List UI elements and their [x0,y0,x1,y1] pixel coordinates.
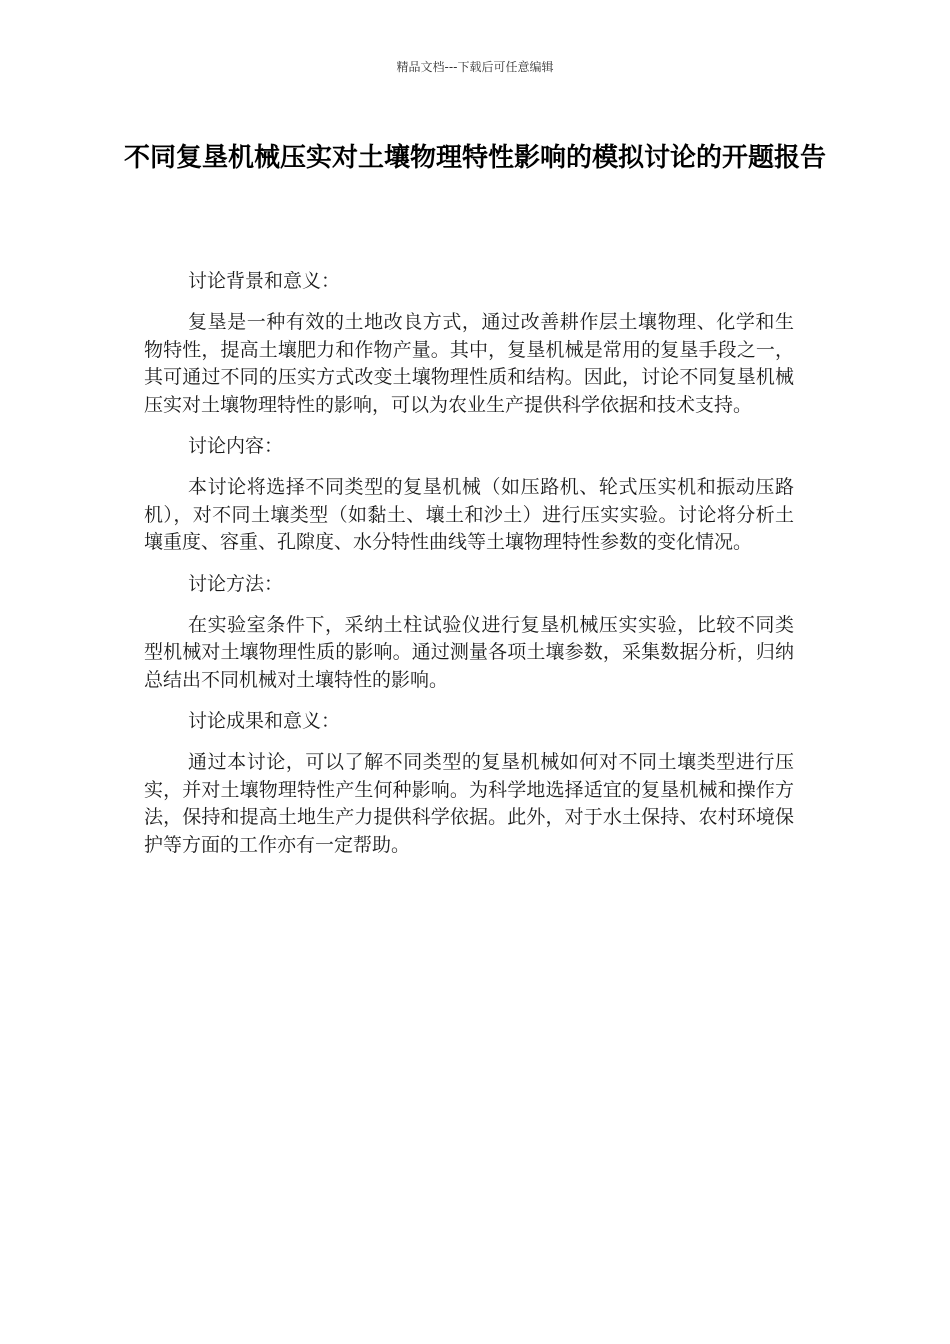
section-heading-results: 讨论成果和意义： [188,710,341,732]
document-title: 不同复垦机械压实对土壤物理特性影响的模拟讨论的开题报告 [123,143,826,173]
paragraph-background: 复垦是一种有效的土地改良方式，通过改善耕作层土壤物理、化学和生物特性，提高土壤肥力和作物产量。其中，复垦机械是常用的复垦手段之一，其可通过不同的压实方式改变土壤物理性质和结构。因此，讨论不同复垦机械压实对土壤物理特性的影响，可以为农业生产提供科学依据和技术支持。 [144,311,794,416]
section-content [144,433,794,557]
paragraph-content: 本讨论将选择不同类型的复垦机械（如压路机、轮式压实机和振动压路机），对不同土壤类型（如黏土、壤土和沙土）进行压实实验。讨论将分析土壤重度、容重、孔隙度、水分特性曲线等土壤物理特性参数的变化情况。 [144,476,794,553]
header-note: 精品文档---下载后可任意编辑 [396,60,554,74]
section-heading-method: 讨论方法： [188,572,284,595]
section-heading-content: 讨论内容： [188,435,284,457]
paragraph-method: 在实验室条件下，采纳土柱试验仪进行复垦机械压实实验，比较不同类型机械对土壤物理性质的影响。通过测量各项土壤参数，采集数据分析，归纳总结出不同机械对土壤特性的影响。 [144,613,794,691]
section-heading-background: 讨论背景和意义： [188,270,341,292]
section-background [144,268,794,419]
paragraph-results: 通过本讨论，可以了解不同类型的复垦机械如何对不同土壤类型进行压实，并对土壤物理特性产生何种影响。为科学地选择适宜的复垦机械和操作方法，保持和提高土地生产力提供科学依据。此外，对于水土保持、农村环境保护等方面的工作亦有一定帮助。 [144,751,794,856]
section-results [144,708,794,859]
section-method [144,571,794,695]
document-body [144,268,794,873]
